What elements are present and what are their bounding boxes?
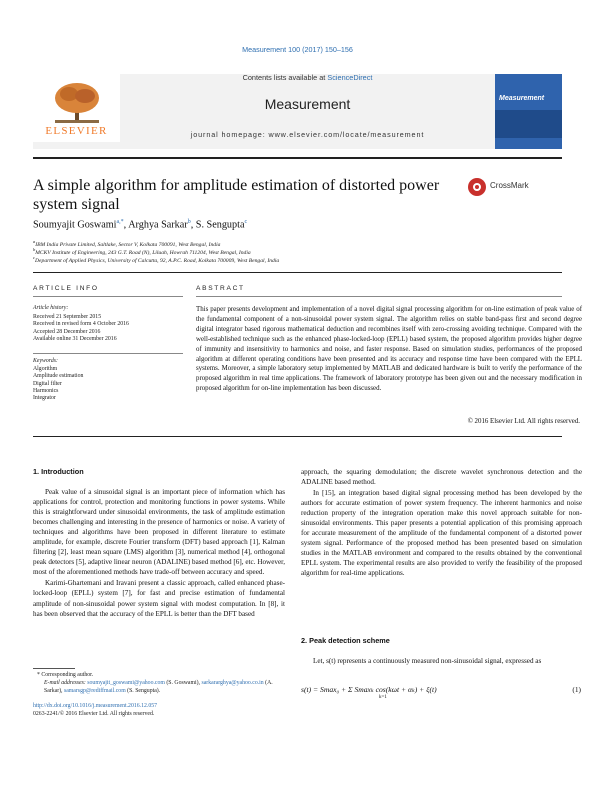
body-paragraph: In [15], an integration based digital signal processing method has been developed by the authors for accurate estimation of power system frequency. The inherent harmonics and noise reduction property of the integration operation make this novel approach suitable for non-sinusoidal environments. This paper presents a potential application of this promising approach for accurate measurement of the amplitude of the fundamental component of a distorted power system signal. Performance of the proposed method has been presented based on simulation studies in the MATLAB environment and compared to the results obtained by the conventional EPLL system. The experimental results are also provided to verify the feasibility of the proposed algorithm for real-time applications.: [301, 489, 582, 578]
equation-body: s(t) = Smax₀ + Σ Smaxₖ cos(kωt + αₖ) + ξ(t): [301, 685, 437, 694]
equation-number: (1): [572, 685, 581, 694]
keyword: Digital filter: [33, 380, 62, 387]
body-paragraph: Peak value of a sinusoidal signal is an important piece of information which has applications for control, protection and monitoring functions in power systems. While this is straightforward under sinusoidal environments, the task of amplitude estimation becomes challenging and interesting in the presence of harmonics or noise. A variety of techniques and algorithms have been proposed in different literature to estimate amplitude, for example, discrete Fourier transform (DFT) based approach [1], Kalman filtering [2], least mean square (LMS) algorithm [3], numerical method [4], orthogonal peak detectors [5], adaptive linear neuron (ADALINE) based method [6], etc. However, most of the aforementioned methods have trade-off between accuracy and speed.: [33, 488, 285, 577]
keyword: Integrator: [33, 395, 56, 402]
crossmark-badge[interactable]: [468, 176, 548, 200]
history-list: [33, 314, 193, 343]
equation-1: [301, 685, 581, 700]
journal-cover-thumbnail: [495, 74, 562, 149]
keyword-list: [33, 366, 193, 402]
abstract-copyright: © 2016 Elsevier Ltd. All rights reserved.: [467, 418, 580, 425]
author-emails: E-mail addresses: soumyajit_goswami@yahoo.com (S. Goswami), sarkararghya@yahoo.co.in (A. Sarkar), samarsgp@rediffmail.com (S. Sengupta).: [44, 680, 273, 694]
journal-homepage[interactable]: journal homepage: www.elsevier.com/locate/measurement: [190, 130, 425, 139]
abstract-heading: ABSTRACT: [196, 285, 245, 292]
abstract-rule: [196, 296, 562, 297]
article-title: A simple algorithm for amplitude estimation of distorted power system signal: [33, 177, 440, 213]
keyword: Harmonics: [33, 387, 59, 394]
elsevier-wordmark: ELSEVIER: [45, 125, 108, 137]
abstract-text: This paper presents development and implementation of a novel digital signal processing algorithm for on-line estimation of peak value of the fundamental component of a non-sinusoidal power system signal. The algorithm relies on stable band-pass first and second degree digital integrator based rigorous mathematical deduction and recombines itself with zero-crossing avoiding technique. Compared with the well-established technique such as the enhanced phase-locked-loop (EPLL) based system, the proposed algorithm provides higher degree of immunity and insensitivity to harmonics and noise, and faster response. Based on simulation studies, performances of the proposed algorithm at different operating conditions have been presented and its accuracy and response time have been compared with the EPLL systems. Moreover, a simple laboratory setup implemented by MATLAB and dedicated hardware is built to verify the performance of the proposed algorithm in real time applications. The framework of laboratory prototype has been given out and the necessary modification in proposed algorithm for on-line implementation has been discussed.: [196, 306, 582, 393]
crossmark-label: CrossMark: [490, 181, 529, 190]
keywords-label: Keywords:: [33, 358, 58, 364]
contents-availability: [120, 73, 495, 82]
left-body-column: [33, 487, 285, 619]
affiliation-rule: [33, 272, 562, 273]
cover-stripe: [495, 110, 562, 138]
history-label: Article history:: [33, 305, 69, 311]
email-link[interactable]: samarsgp@rediffmail.com: [63, 687, 126, 694]
abstract-bottom-rule: [33, 436, 562, 437]
affiliation: $^b$MCKV Institute of Engineering, 243 G.T. Road (N), Liluah, Howrah 711204, West Bengal, India: [33, 247, 251, 256]
issn-copyright: 0263-2241/© 2016 Elsevier Ltd. All rights reserved.: [33, 711, 155, 717]
footnote-rule: [33, 668, 75, 669]
article-info-rule: [33, 296, 183, 297]
body-paragraph: Let, s(t) represents a continuously measured non-sinusoidal signal, expressed as: [313, 657, 542, 665]
equation-sum-limits: k=1: [379, 695, 387, 700]
keyword: Algorithm: [33, 366, 58, 372]
article-info-heading: ARTICLE INFO: [33, 285, 99, 292]
cover-title: Measurement: [499, 95, 545, 102]
history-item: Received 21 September 2015: [33, 314, 102, 320]
right-body-column: [301, 467, 582, 579]
body-paragraph: Karimi-Ghartemani and Iravani present a classic approach, called enhanced phase-locked-loop (EPLL) system [7], for fast and precise estimation of fundamental amplitude of non-sinusoidal power system signal with modest computation. In [8], it has been observed that the accuracy of the EPLL is better than the DFT based: [33, 579, 285, 618]
author-name: Arghya Sarkar: [128, 219, 188, 231]
sciencedirect-link[interactable]: ScienceDirect: [327, 73, 373, 82]
keywords-rule: [33, 353, 183, 354]
header-rule: [33, 157, 562, 159]
crossmark-inner-ring: [473, 183, 481, 191]
elsevier-tree-icon: [51, 80, 103, 124]
journal-citation[interactable]: Measurement 100 (2017) 150–156: [242, 45, 353, 54]
email-link[interactable]: soumyajit_goswami@yahoo.com: [87, 680, 165, 686]
author-affiliation-marker[interactable]: c: [244, 219, 248, 225]
author-list: Soumyajit Goswami$^{a,*}$, Arghya Sarkar$^b$, S. Sengupta$^c$: [33, 219, 248, 231]
keyword: Amplitude estimation: [33, 373, 84, 380]
author-name: S. Sengupta: [195, 219, 245, 231]
section-heading-introduction: 1. Introduction: [33, 467, 84, 476]
contents-prefix: Contents lists available at: [242, 73, 328, 82]
history-item: Accepted 28 December 2016: [33, 328, 101, 335]
crossmark-icon: [468, 178, 486, 196]
email-link[interactable]: sarkararghya@yahoo.co.in: [201, 680, 264, 686]
corresponding-author-note: * Corresponding author.: [37, 672, 94, 678]
doi-link[interactable]: http://dx.doi.org/10.1016/j.measurement.2016.12.057: [33, 703, 158, 709]
affiliation: $^a$IBM India Private Limited, Saltlake, Sector V, Kolkata 700091, West Bengal, India: [33, 239, 221, 248]
emails-label: E-mail addresses:: [44, 680, 88, 686]
author-affiliation-marker[interactable]: a,*: [116, 219, 124, 225]
journal-title: Measurement: [264, 96, 351, 112]
history-item: Available online 31 December 2016: [33, 335, 117, 342]
body-paragraph: approach, the squaring demodulation; the discrete wavelet synchronous detection and the ADALINE based method.: [301, 468, 582, 487]
history-item: Received in revised form 4 October 2016: [33, 321, 129, 328]
elsevier-logo: [33, 74, 120, 142]
affiliation: $^c$Department of Applied Physics, University of Calcutta, 92, A.P.C. Road, Kolkata 700009, West Bengal, India: [33, 255, 280, 264]
section2-intro: [301, 656, 582, 666]
section-heading-peak-detection: 2. Peak detection scheme: [301, 636, 390, 645]
author-name: Soumyajit Goswami: [33, 219, 117, 231]
author-affiliation-marker[interactable]: b: [187, 219, 191, 225]
